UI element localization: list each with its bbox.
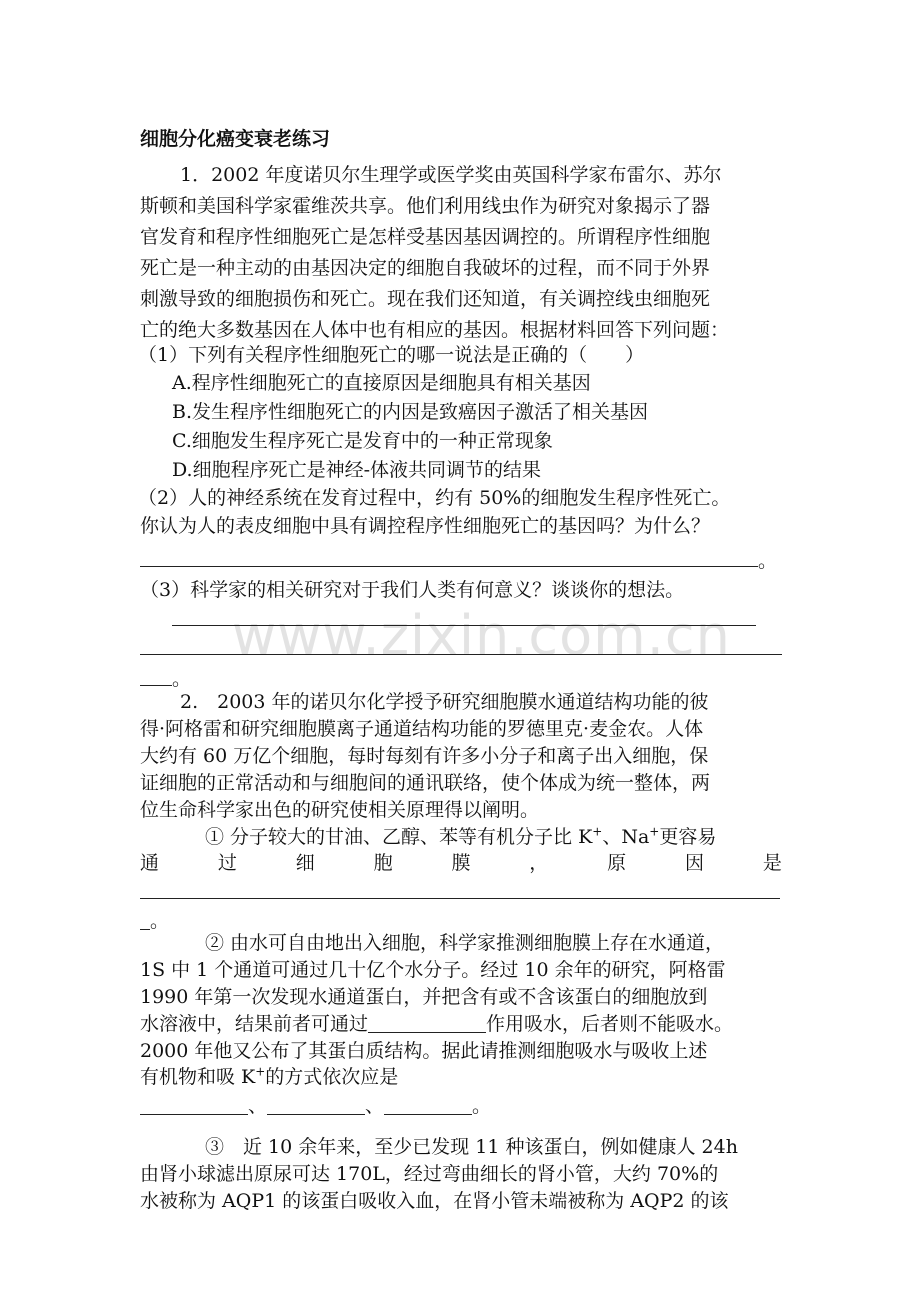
doc-title: 细胞分化癌变衰老练习 [140, 128, 331, 150]
q2-line-1: 2. 2003 年的诺贝尔化学授予研究细胞膜水通道结构功能的彼 [180, 691, 709, 713]
q1-sub2-period: 。 [758, 550, 778, 572]
q1-option-b: B.发生程序性细胞死亡的内因是致癌因子激活了相关基因 [172, 401, 649, 423]
q1-line-3: 官发育和程序性细胞死亡是怎样受基因基因调控的。所谓程序性细胞 [140, 226, 711, 248]
spread-char: 膜 [451, 852, 471, 874]
k-superscript: + [255, 1064, 266, 1079]
q2-part1-answer-line-end[interactable] [140, 929, 150, 930]
q1-line-2: 斯顿和美国科学家霍维茨共享。他们利用线虫作为研究对象揭示了器 [140, 195, 711, 217]
fill-blank-3[interactable] [267, 1094, 365, 1115]
q1-sub3-answer-line-1[interactable] [172, 625, 756, 626]
q2-part3-line-2: 由肾小球滤出原尿可达 170L，经过弯曲细长的肾小管，大约 70%的 [140, 1163, 719, 1185]
spread-char: 细 [295, 852, 315, 874]
blank-separator: 、 [248, 1095, 268, 1117]
q1-sub1-stem: （1）下列有关程序性细胞死亡的哪一说法是正确的（ ） [138, 344, 645, 366]
watermark: www.zixin.com.cn [232, 604, 731, 667]
spread-char: ， [529, 852, 549, 874]
fill-blank-2[interactable] [140, 1094, 248, 1115]
fill-blank-1[interactable] [368, 1012, 486, 1033]
spread-char: 因 [685, 852, 705, 874]
fill-blank-4[interactable] [384, 1094, 472, 1115]
q2-part1-line-1 [205, 824, 716, 850]
q2-line-3: 大约有 60 万亿个细胞，每时每刻有许多小分子和离子出入细胞，保 [140, 745, 709, 767]
q1-sub2-answer-line[interactable] [140, 566, 758, 567]
spread-char: 过 [217, 852, 237, 874]
q2-part1-answer-line[interactable] [140, 898, 780, 899]
q2-line-5: 位生命科学家出色的研究使相关原理得以阐明。 [140, 799, 540, 821]
q1-sub3-answer-line-2[interactable] [140, 654, 782, 655]
q1-sub2-line-1: （2）人的神经系统在发育过程中，约有 50%的细胞发生程序性死亡。 [138, 487, 731, 509]
q2-part1-text-a: ① 分子较大的甘油、乙醇、苯等有机分子比 K [205, 826, 593, 848]
q2-part1-text-c: 更容易 [659, 826, 717, 848]
na-superscript: + [649, 824, 660, 839]
q1-option-d: D.细胞程序死亡是神经-体液共同调节的结果 [172, 459, 542, 481]
q2-line-4: 证细胞的正常活动和与细胞间的通讯联络，使个体成为统一整体，两 [140, 772, 711, 794]
q2-part2-text-c: 有机物和吸 K [140, 1066, 256, 1088]
q2-part2-line-2: 1S 中 1 个通道可通过几十亿个水分子。经过 10 余年的研究，阿格雷 [140, 959, 726, 981]
q2-part1-period: 。 [150, 910, 170, 932]
q1-option-c: C.细胞发生程序死亡是发育中的一种正常现象 [172, 430, 553, 452]
spread-char: 通 [140, 852, 160, 874]
q2-part3-line-1: ③ 近 10 余年来，至少已发现 11 种该蛋白，例如健康人 24h [205, 1136, 738, 1158]
q2-part2-text-b: 作用吸水，后者则不能吸水。 [486, 1013, 734, 1035]
q2-part1-text-b: 、Na [602, 826, 650, 848]
spread-char: 胞 [373, 852, 393, 874]
q2-part1-line-2 [140, 850, 782, 876]
spread-char: 是 [762, 852, 782, 874]
q2-part2-text-d: 的方式依次应是 [265, 1066, 399, 1088]
blank-separator: 、 [365, 1095, 385, 1117]
q1-line-6: 亡的绝大多数基因在人体中也有相应的基因。根据材料回答下列问题： [140, 319, 730, 341]
q1-line-1: 1．2002 年度诺贝尔生理学或医学奖由英国科学家布雷尔、苏尔 [180, 164, 722, 186]
q1-option-a: A.程序性细胞死亡的直接原因是细胞具有相关基因 [172, 372, 591, 394]
q1-sub3-stem: （3）科学家的相关研究对于我们人类有何意义？谈谈你的想法。 [140, 579, 685, 601]
spread-char: 原 [607, 852, 627, 874]
q2-part2-line-1: ② 由水可自由地出入细胞，科学家推测细胞膜上存在水通道， [205, 932, 725, 954]
q2-part2-line-4 [140, 1011, 733, 1037]
q2-part2-line-7 [140, 1093, 491, 1119]
q1-line-5: 刺激导致的细胞损伤和死亡。现在我们还知道，有关调控线虫细胞死 [140, 288, 711, 310]
q2-line-2: 得·阿格雷和研究细胞膜离子通道结构功能的罗德里克·麦金农。人体 [140, 718, 704, 740]
q2-part2-line-5: 2000 年他又公布了其蛋白质结构。据此请推测细胞吸水与吸收上述 [140, 1040, 708, 1062]
k-superscript: + [592, 824, 603, 839]
q2-part2-period: 。 [472, 1095, 492, 1117]
q1-sub2-line-2: 你认为人的表皮细胞中具有调控程序性细胞死亡的基因吗？为什么？ [140, 515, 711, 537]
q1-line-4: 死亡是一种主动的由基因决定的细胞自我破坏的过程，而不同于外界 [140, 257, 711, 279]
q2-part2-text-a: 水溶液中，结果前者可通过 [140, 1013, 369, 1035]
q2-part2-line-6 [140, 1064, 398, 1090]
q2-part2-line-3: 1990 年第一次发现水通道蛋白，并把含有或不含该蛋白的细胞放到 [140, 986, 708, 1008]
q1-sub3-period: 。 [172, 668, 192, 690]
q2-part3-line-3: 水被称为 AQP1 的该蛋白吸收入血，在肾小管未端被称为 AQP2 的该 [140, 1190, 729, 1212]
q1-sub3-answer-line-3[interactable] [140, 685, 172, 686]
